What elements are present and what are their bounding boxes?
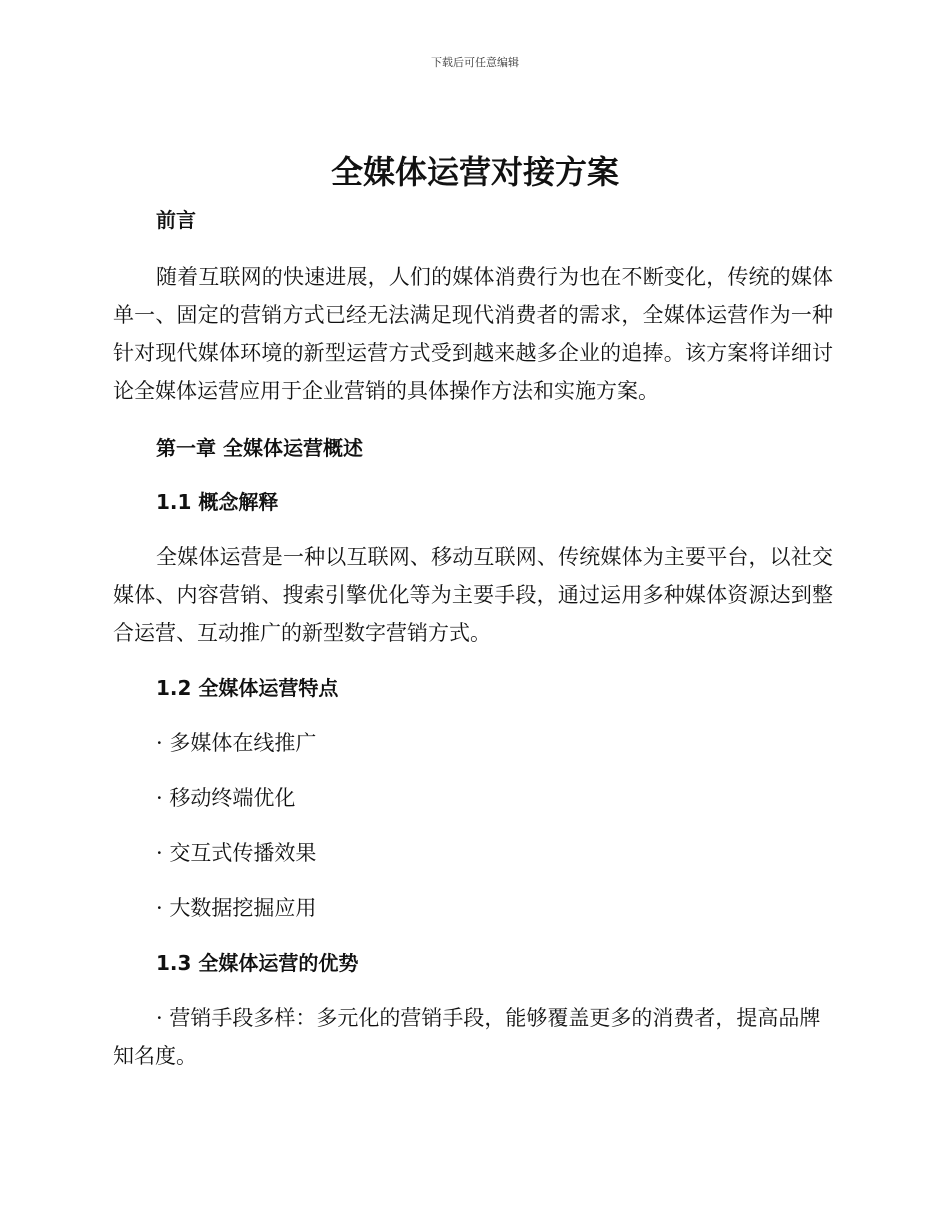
page-header-note: 下载后可任意编辑	[431, 56, 519, 69]
document-title: 全媒体运营对接方案	[330, 153, 619, 191]
list-item: · 营销手段多样：多元化的营销手段，能够覆盖更多的消费者，提高品牌知名度。	[113, 1006, 821, 1068]
section-1-2-heading: 1.2 全媒体运营特点	[156, 676, 339, 700]
list-item: · 交互式传播效果	[156, 841, 317, 865]
preface-paragraph: 随着互联网的快速进展，人们的媒体消费行为也在不断变化，传统的媒体单一、固定的营销方式已经无法满足现代消费者的需求，全媒体运营作为一种针对现代媒体环境的新型运营方式受到越来越多企业的追捧。该方案将详细讨论全媒体运营应用于企业营销的具体操作方法和实施方案。	[113, 265, 833, 403]
preface-heading: 前言	[156, 208, 196, 232]
section-1-1-heading: 1.1 概念解释	[156, 490, 279, 514]
section-1-1-paragraph: 全媒体运营是一种以互联网、移动互联网、传统媒体为主要平台，以社交媒体、内容营销、搜索引擎优化等为主要手段，通过运用多种媒体资源达到整合运营、互动推广的新型数字营销方式。	[113, 545, 833, 645]
section-1-3-heading: 1.3 全媒体运营的优势	[156, 951, 359, 975]
chapter-1-heading: 第一章 全媒体运营概述	[156, 436, 363, 460]
list-item: · 移动终端优化	[156, 786, 296, 810]
list-item: · 多媒体在线推广	[156, 731, 317, 755]
document-body	[113, 200, 833, 1075]
list-item: · 大数据挖掘应用	[156, 896, 317, 920]
